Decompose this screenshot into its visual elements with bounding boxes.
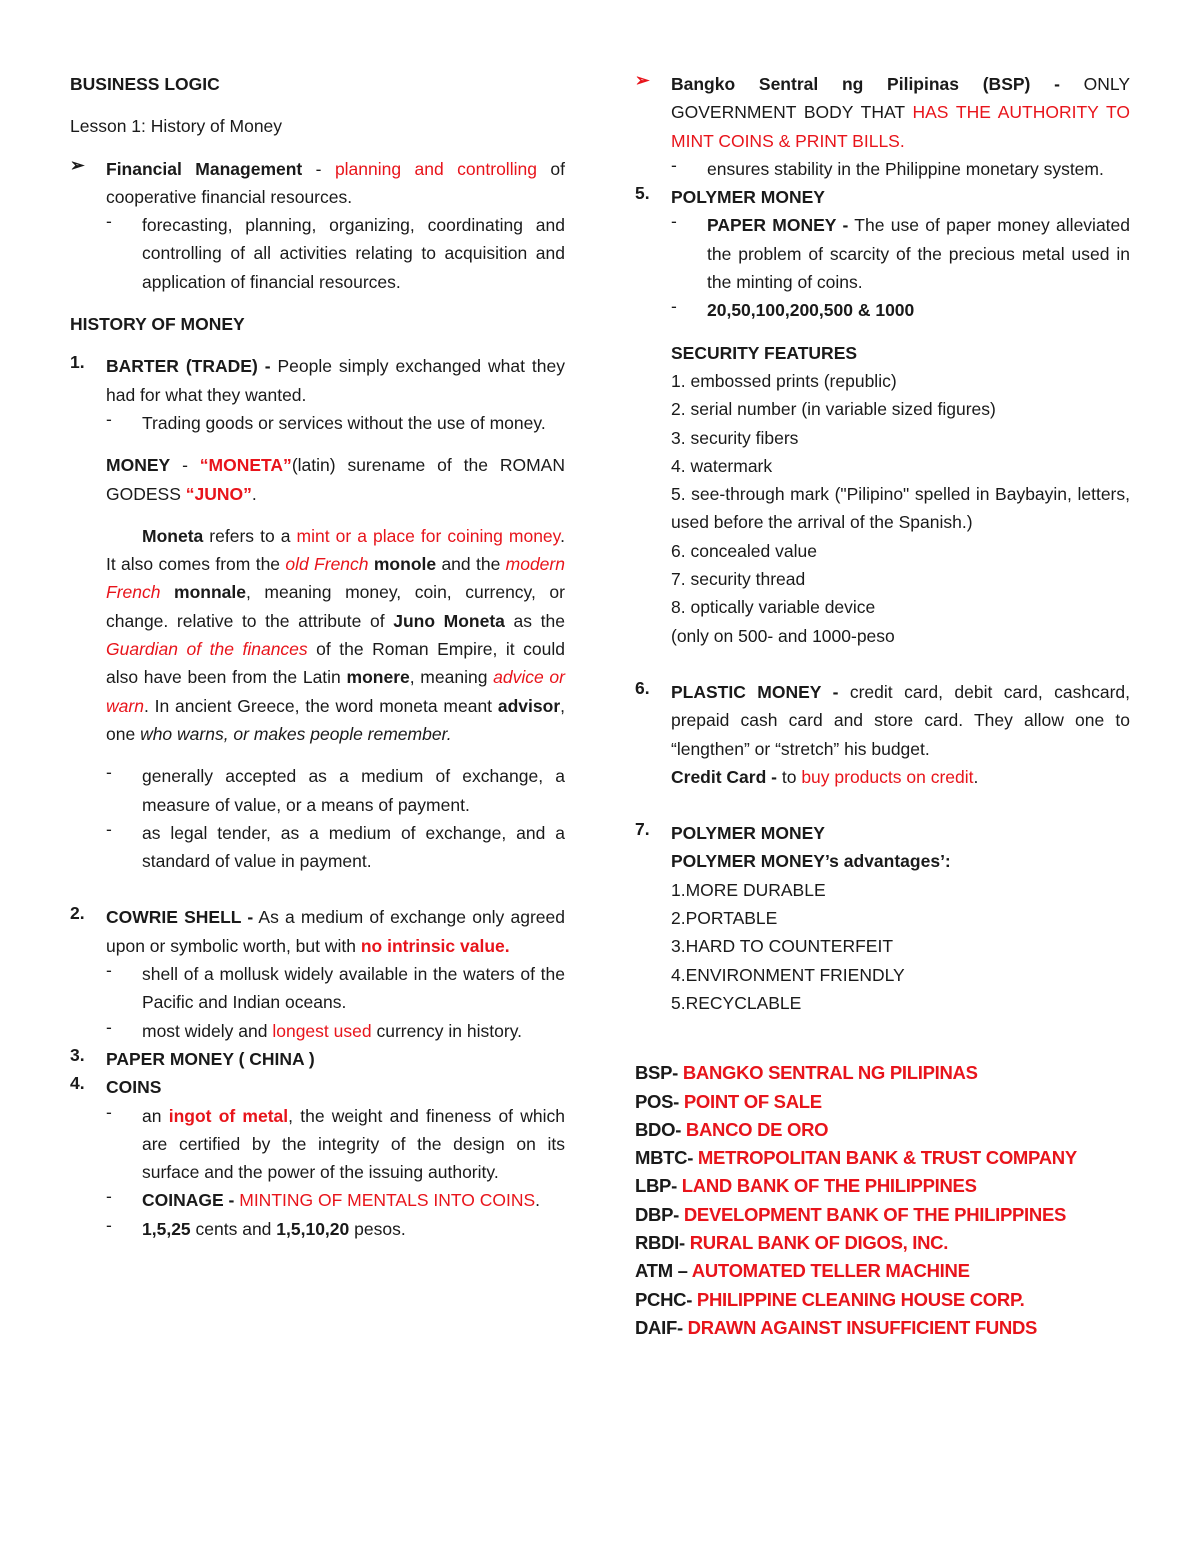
list-item: 1.MORE DURABLE bbox=[671, 879, 826, 900]
arrow-bullet-icon: ➢ bbox=[70, 154, 85, 175]
dash-bullet-icon: - bbox=[106, 1016, 112, 1037]
financial-management-item: ➢ Financial Management - planning and controlling of cooperative financial resources. bbox=[70, 155, 565, 212]
plastic-money-item: 6. PLASTIC MONEY - credit card, debit card, cashcard, prepaid cash card and store card. They allow one to “lengthen” or “stretch” his budget. Credit Card - to buy products on credit. bbox=[635, 677, 1130, 787]
bsp-bullet: - ensures stability in the Philippine monetary system. bbox=[671, 155, 1130, 183]
moneta-paragraph: Moneta refers to a mint or a place for coining money. It also comes from the old French monole and the modern French monnale, meaning money, coin, currency, or change. relative to the attribute of Juno Moneta as the Guardian of the finances of the Roman Empire, it could also have been from the Latin monere, meaning advice or warn. In ancient Greece, the word moneta meant advisor, one who warns, or makes people remember. bbox=[106, 525, 565, 744]
polymer-money-item-5: 5. POLYMER MONEY bbox=[635, 183, 825, 208]
dash-bullet-icon: - bbox=[671, 296, 677, 317]
list-item: (only on 500- and 1000-peso bbox=[671, 625, 895, 646]
dash-bullet-icon: - bbox=[671, 211, 677, 232]
document-title: BUSINESS LOGIC bbox=[70, 74, 220, 94]
list-item: 3.HARD TO COUNTERFEIT bbox=[671, 936, 894, 957]
security-heading: SECURITY FEATURES bbox=[671, 342, 858, 363]
history-heading: HISTORY OF MONEY bbox=[70, 314, 245, 335]
security-features-list bbox=[671, 367, 1130, 650]
list-item: 8. optically variable device bbox=[671, 597, 876, 618]
list-item: MBTC- METROPOLITAN BANK & TRUST COMPANY bbox=[635, 1147, 1077, 1169]
coins-bullet: - COINAGE - MINTING OF MENTALS INTO COINS. bbox=[106, 1186, 565, 1214]
dash-bullet-icon: - bbox=[106, 1186, 112, 1207]
abbreviations-list bbox=[635, 1059, 1130, 1342]
dash-bullet-icon: - bbox=[106, 211, 112, 232]
cowrie-item: 2. COWRIE SHELL - As a medium of exchange only agreed upon or symbolic worth, but with no intrinsic value. bbox=[70, 903, 565, 956]
list-item: DAIF- DRAWN AGAINST INSUFFICIENT FUNDS bbox=[635, 1316, 1038, 1338]
fm-bullet: - forecasting, planning, organizing, coordinating and controlling of all activities relating to acquisition and application of financial resources. bbox=[106, 211, 565, 296]
lesson-title: Lesson 1: History of Money bbox=[70, 116, 283, 137]
list-item: 7. security thread bbox=[671, 569, 806, 590]
list-item: BSP- BANGKO SENTRAL NG PILIPINAS bbox=[635, 1062, 978, 1084]
left-column bbox=[70, 70, 565, 1243]
list-item: LBP- LAND BANK OF THE PHILIPPINES bbox=[635, 1175, 977, 1197]
list-item: 5. see-through mark ("Pilipino" spelled in Baybayin, letters, used before the arrival of the Spanish.) bbox=[671, 484, 1130, 533]
list-item: ATM – AUTOMATED TELLER MACHINE bbox=[635, 1260, 970, 1282]
list-item: 4.ENVIRONMENT FRIENDLY bbox=[671, 964, 905, 985]
coins-bullet: - an ingot of metal, the weight and fineness of which are certified by the integrity of the design on its surface and the power of the issuing authority. bbox=[106, 1102, 565, 1187]
right-column bbox=[635, 70, 1130, 1342]
dash-bullet-icon: - bbox=[106, 1101, 112, 1122]
list-item: RBDI- RURAL BANK OF DIGOS, INC. bbox=[635, 1231, 949, 1253]
list-item: 5.RECYCLABLE bbox=[671, 992, 802, 1013]
money-bullet: - generally accepted as a medium of exchange, a measure of value, or a means of payment. bbox=[106, 762, 565, 819]
barter-bullet: - Trading goods or services without the use of money. bbox=[106, 409, 565, 437]
cowrie-bullet: - most widely and longest used currency in history. bbox=[106, 1017, 565, 1045]
bsp-item: ➢ Bangko Sentral ng Pilipinas (BSP) - ONLY GOVERNMENT BODY THAT HAS THE AUTHORITY TO MINT COINS & PRINT BILLS. bbox=[635, 70, 1130, 155]
dash-bullet-icon: - bbox=[106, 762, 112, 783]
list-item: BDO- BANCO DE ORO bbox=[635, 1118, 829, 1140]
list-item: 1. embossed prints (republic) bbox=[671, 370, 897, 391]
list-item: DBP- DEVELOPMENT BANK OF THE PHILIPPINES bbox=[635, 1203, 1067, 1225]
dash-bullet-icon: - bbox=[671, 154, 677, 175]
list-item: 2. serial number (in variable sized figures) bbox=[671, 399, 996, 420]
barter-item: 1. BARTER (TRADE) - People simply exchanged what they had for what they wanted. bbox=[70, 352, 566, 405]
polymer-money-item-7: 7. POLYMER MONEY POLYMER MONEY’s advantages’: 1.MORE DURABLE 2.PORTABLE 3.HARD TO COUNTERFEIT 4.ENVIRONMENT FRIENDLY 5.RECYCLABLE bbox=[635, 819, 1130, 1017]
coins-item: 4. COINS bbox=[70, 1073, 162, 1098]
list-item: 4. watermark bbox=[671, 455, 773, 476]
polymer-bullet: - 20,50,100,200,500 & 1000 bbox=[671, 296, 1130, 324]
dash-bullet-icon: - bbox=[106, 818, 112, 839]
list-item: 2.PORTABLE bbox=[671, 908, 778, 929]
list-item: PCHC- PHILIPPINE CLEANING HOUSE CORP. bbox=[635, 1288, 1025, 1310]
dash-bullet-icon: - bbox=[106, 960, 112, 981]
money-bullet: - as legal tender, as a medium of exchange, and a standard of value in payment. bbox=[106, 819, 565, 876]
dash-bullet-icon: - bbox=[106, 408, 112, 429]
arrow-bullet-icon: ➢ bbox=[635, 70, 650, 90]
coins-bullet: - 1,5,25 cents and 1,5,10,20 pesos. bbox=[106, 1215, 565, 1243]
list-item: 6. concealed value bbox=[671, 540, 817, 561]
dash-bullet-icon: - bbox=[106, 1214, 112, 1235]
list-item: POS- POINT OF SALE bbox=[635, 1090, 822, 1112]
paper-money-item: 3. PAPER MONEY ( CHINA ) bbox=[70, 1044, 315, 1069]
money-definition: MONEY - “MONETA”(latin) surename of the ROMAN GODESS “JUNO”. bbox=[106, 455, 565, 504]
list-item: 3. security fibers bbox=[671, 427, 799, 448]
polymer-bullet: - PAPER MONEY - The use of paper money alleviated the problem of scarcity of the precious metal used in the minting of coins. bbox=[671, 211, 1130, 296]
cowrie-bullet: - shell of a mollusk widely available in the waters of the Pacific and Indian oceans. bbox=[106, 960, 565, 1017]
